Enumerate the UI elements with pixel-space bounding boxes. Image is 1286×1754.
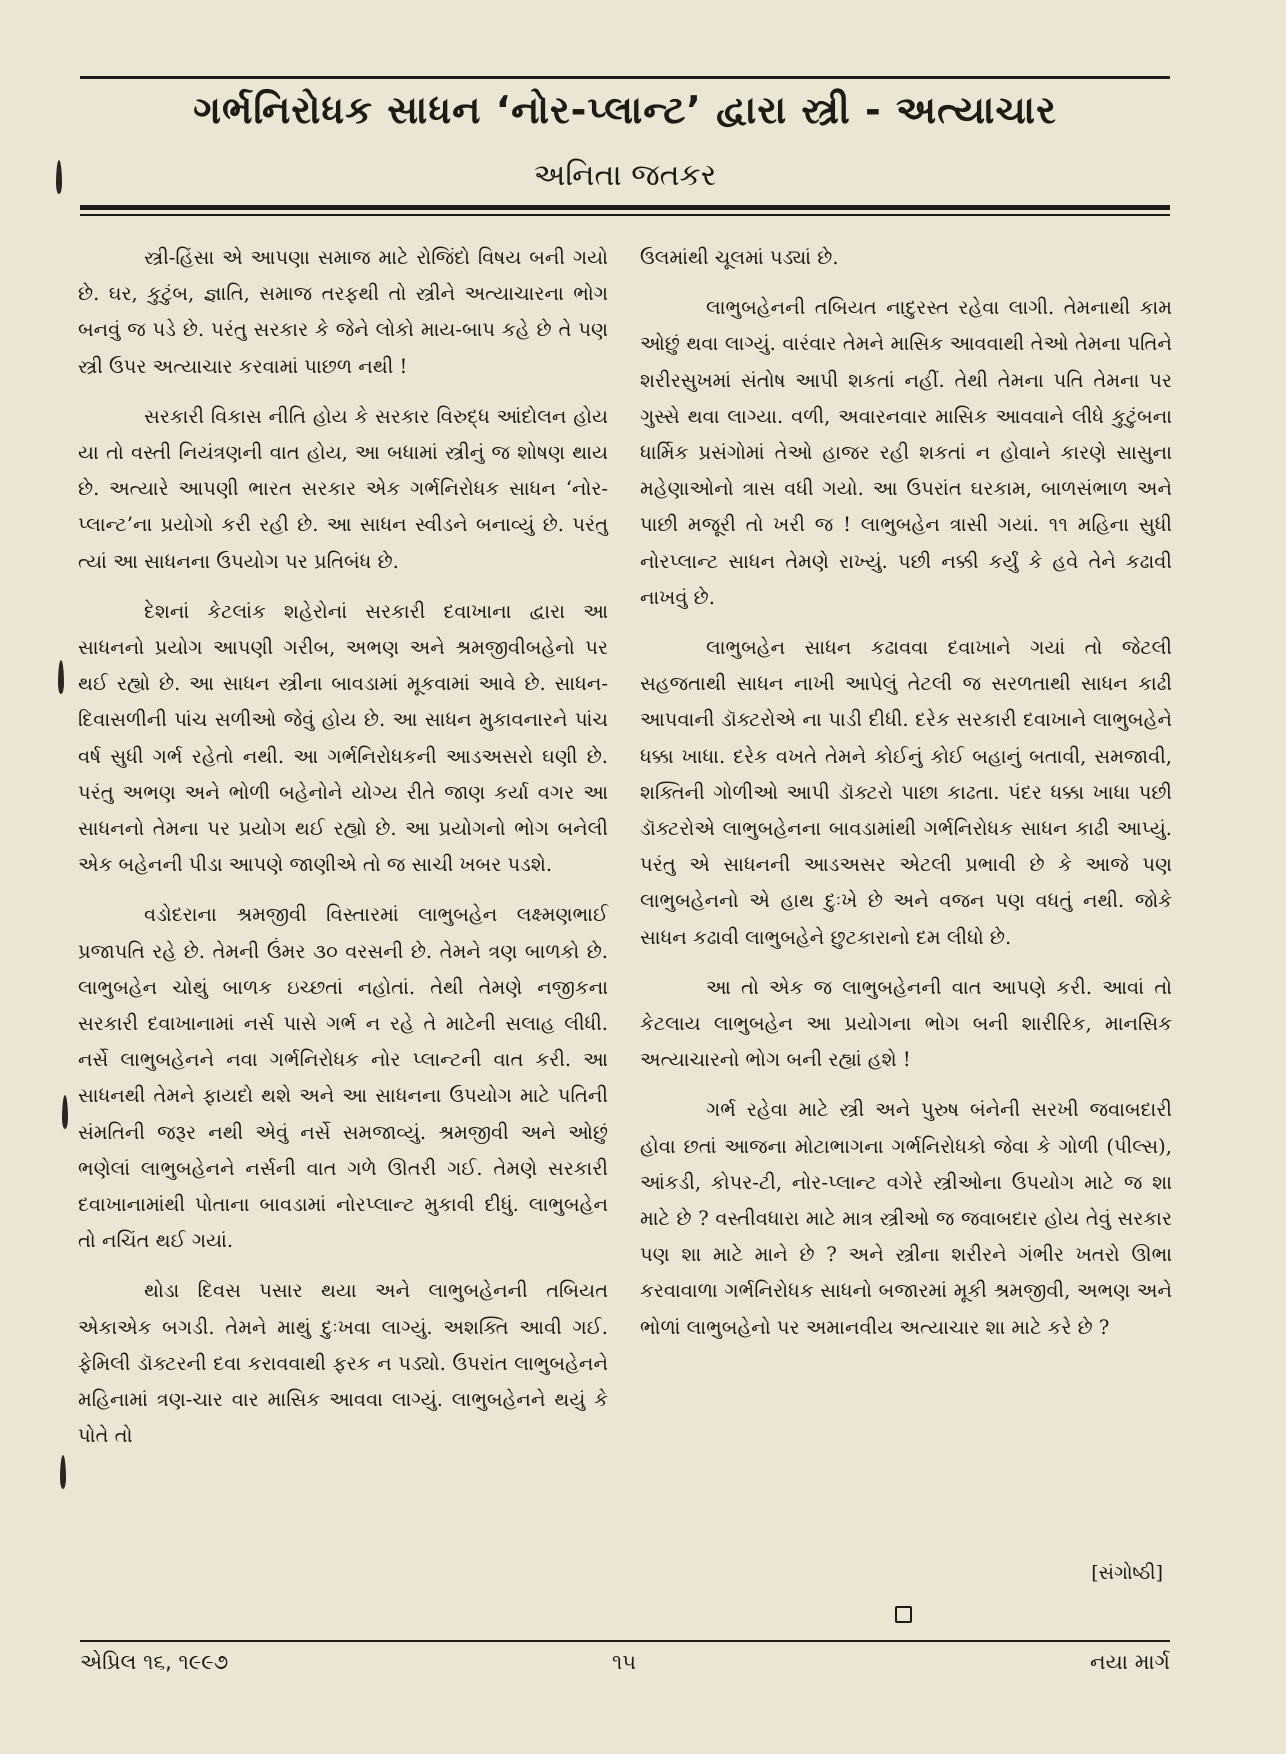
paragraph: સરકારી વિકાસ નીતિ હોય કે સરકાર વિરુદ્ધ આંદોલન હોય યા તો વસ્તી નિયંત્રણની વાત હોય, આ બધામાં સ્ત્રીનું જ શોષણ થાય છે. અત્યારે આપણી ભારત સરકાર એક ગર્ભનિરોધક સાધન ‘નોર-પ્લાન્ટ’ના પ્રયોગો કરી રહી છે. આ સાધન સ્વીડને બનાવ્યું છે. પરંતુ ત્યાં આ સાધનના ઉપયોગ પર પ્રતિબંધ છે. xyxy=(78,404,608,573)
right-column xyxy=(640,240,1172,1360)
article-author: અનિતા જતકર xyxy=(533,158,717,193)
staple-mark-icon xyxy=(58,660,64,694)
header-rule-thin xyxy=(80,214,1170,216)
top-rule xyxy=(80,76,1170,79)
paragraph: વડોદરાના શ્રમજીવી વિસ્તારમાં લાભુબહેન લક્ષ્મણભાઈ પ્રજાપતિ રહે છે. તેમની ઉંમર ૩૦ વરસની છે. તેમને ત્રણ બાળકો છે. લાભુબહેન ચોથું બાળક ઇચ્છતાં નહોતાં. તેથી તેમણે નજીકના સરકારી દવાખાનામાં નર્સ પાસે ગર્ભ ન રહે તે માટેની સલાહ લીધી. નર્સે લાભુબહેનને નવા ગર્ભનિરોધક નોર પ્લાન્ટની વાત કરી. આ સાધનથી તેમને ફાયદો થશે અને આ સાધનના ઉપયોગ માટે પતિની સંમતિની જરૂર નથી એવું નર્સે સમજાવ્યું. શ્રમજીવી અને ઓછું ભણેલાં લાભુબહેનને નર્સની વાત ગળે ઊતરી ગઈ. તેમણે સરકારી દવાખાનામાંથી પોતાના બાવડામાં નોરપ્લાન્ટ મુકાવી દીધું. લાભુબહેન તો નચિંત થઈ ગયાં. xyxy=(78,903,608,1253)
staple-mark-icon xyxy=(62,1095,68,1129)
article-title: ગર્ભનિરોધક સાધન ‘નોર-પ્લાન્ટ’ દ્વારા સ્ત્રી - અત્યાચાર xyxy=(193,88,1057,132)
footer-date: એપ્રિલ ૧૬, ૧૯૯૭ xyxy=(80,1650,229,1674)
paragraph: લાભુબહેન સાધન કઢાવવા દવાખાને ગયાં તો જેટલી સહજતાથી સાધન નાખી આપેલું તેટલી જ સરળતાથી સાધન કાઢી આપવાની ડૉક્ટરોએ ના પાડી દીધી. દરેક સરકારી દવાખાને લાભુબહેને ધક્કા ખાધા. દરેક વખતે તેમને કોઈનું કોઈ બહાનું બતાવી, સમજાવી, શક્તિની ગોળીઓ આપી ડૉક્ટરો પાછા કાઢતા. પંદર ધક્કા ખાધા પછી ડૉક્ટરોએ લાભુબહેનના બાવડામાંથી ગર્ભનિરોધક સાધન કાઢી આપ્યું. પરંતુ એ સાધનની આડઅસર એટલી પ્રભાવી છે કે આજે પણ લાભુબહેનનો એ હાથ દુઃખે છે અને વજન પણ વધતું નથી. જોકે સાધન કઢાવી લાભુબહેને છુટકારાનો દમ લીધો છે. xyxy=(640,636,1172,949)
header-rule-thick xyxy=(80,205,1170,210)
staple-mark-icon xyxy=(60,1455,66,1489)
footer-rule xyxy=(80,1640,1170,1642)
paragraph: ઉલમાંથી ચૂલમાં પડ્યાં છે. xyxy=(640,246,839,269)
paragraph: લાભુબહેનની તબિયત નાદુરસ્ત રહેવા લાગી. તેમનાથી કામ ઓછું થવા લાગ્યું. વારંવાર તેમને માસિક આવવાથી તેઓ તેમના પતિને શરીરસુખમાં સંતોષ આપી શકતાં નહીં. તેથી તેમના પતિ તેમના પર ગુસ્સે થવા લાગ્યા. વળી, અવારનવાર માસિક આવવાને લીધે કુટુંબના ધાર્મિક પ્રસંગોમાં તેઓ હાજર રહી શકતાં ન હોવાને કારણે સાસુના મહેણાઓનો ત્રાસ વધી ગયો. આ ઉપરાંત ઘરકામ, બાળસંભાળ અને પાછી મજૂરી તો ખરી જ ! લાભુબહેન ત્રાસી ગયાં. ૧૧ મહિના સુધી નોરપ્લાન્ટ સાધન તેમણે રાખ્યું. પછી નક્કી કર્યું કે હવે તેને કઢાવી નાખવું છે. xyxy=(640,296,1172,609)
footer-page-number: ૧૫ xyxy=(612,1650,637,1674)
footer-publication: નયા માર્ગ xyxy=(1090,1650,1170,1674)
paragraph: દેશનાં કેટલાંક શહેરોનાં સરકારી દવાખાના દ્વારા આ સાધનનો પ્રયોગ આપણી ગરીબ, અભણ અને શ્રમજીવીબહેનો પર થઈ રહ્યો છે. આ સાધન સ્ત્રીના બાવડામાં મૂકવામાં આવે છે. સાધન-દિવાસળીની પાંચ સળીઓ જેવું હોય છે. આ સાધન મુકાવનારને પાંચ વર્ષ સુધી ગર્ભ રહેતો નથી. આ ગર્ભનિરોધકની આડઅસરો ઘણી છે. પરંતુ અભણ અને ભોળી બહેનોને યોગ્ય રીતે જાણ કર્યા વગર આ સાધનનો તેમના પર પ્રયોગ થઈ રહ્યો છે. આ પ્રયોગનો ભોગ બનેલી એક બહેનની પીડા આપણે જાણીએ તો જ સાચી ખબર પડશે. xyxy=(78,599,608,877)
paragraph: ગર્ભ રહેવા માટે સ્ત્રી અને પુરુષ બંનેની સરખી જવાબદારી હોવા છતાં આજના મોટાભાગના ગર્ભનિરોધકો જેવા કે ગોળી (પીલ્સ), આંકડી, કોપર-ટી, નોર-પ્લાન્ટ વગેરે સ્ત્રીઓના ઉપયોગ માટે જ શા માટે છે ? વસ્તીવધારા માટે માત્ર સ્ત્રીઓ જ જવાબદાર હોય તેવું સરકાર પણ શા માટે માને છે ? અને સ્ત્રીના શરીરને ગંભીર ખતરો ઊભા કરવાવાળા ગર્ભનિરોધક સાધનો બજારમાં મૂકી શ્રમજીવી, અભણ અને ભોળાં લાભુબહેનો પર અમાનવીય અત્યાચાર શા માટે કરે છે ? xyxy=(640,1098,1172,1339)
source-credit: [સંગોષ્ઠી] xyxy=(1091,1562,1163,1584)
staple-mark-icon xyxy=(56,160,62,194)
paragraph: આ તો એક જ લાભુબહેનની વાત આપણે કરી. આવાં તો કેટલાય લાભુબહેન આ પ્રયોગના ભોગ બની શારીરિક, માનસિક અત્યાચારનો ભોગ બની રહ્યાં હશે ! xyxy=(640,975,1172,1072)
left-column xyxy=(78,240,608,1469)
end-mark-icon xyxy=(895,1606,912,1623)
paragraph: થોડા દિવસ પસાર થયા અને લાભુબહેનની તબિયત એકાએક બગડી. તેમને માથું દુઃખવા લાગ્યું. અશક્તિ આવી ગઈ. ફેમિલી ડૉક્ટરની દવા કરાવવાથી ફરક ન પડ્યો. ઉપરાંત લાભુબહેનને મહિનામાં ત્રણ-ચાર વાર માસિક આવવા લાગ્યું. લાભુબહેનને થયું કે પોતે તો xyxy=(78,1279,608,1448)
paragraph: સ્ત્રી-હિંસા એ આપણા સમાજ માટે રોજિંદો વિષય બની ગયો છે. ઘર, કુટુંબ, જ્ઞાતિ, સમાજ તરફથી તો સ્ત્રીને અત્યાચારના ભોગ બનવું જ પડે છે. પરંતુ સરકાર કે જેને લોકો માય-બાપ કહે છે તે પણ સ્ત્રી ઉપર અત્યાચાર કરવામાં પાછળ નથી ! xyxy=(78,246,608,378)
